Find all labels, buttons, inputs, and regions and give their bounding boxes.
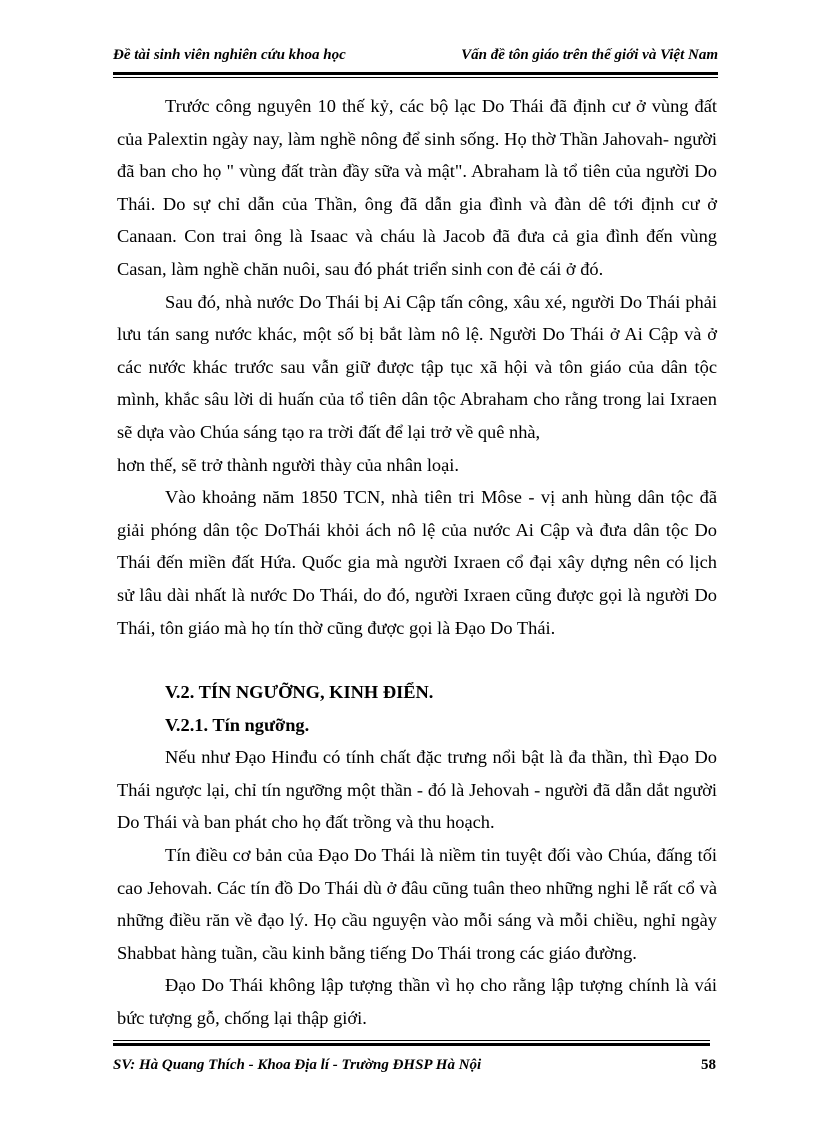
paragraph: Vào khoảng năm 1850 TCN, nhà tiên tri Môse - vị anh hùng dân tộc đã giải phóng dân tộc DoThái khỏi ách nô lệ của nước Ai Cập và đưa dân tộc Do Thái đến miền đất Hứa. Quốc gia mà người Ixraen cổ đại xây dựng nên có lịch sử lâu dài nhất là nước Do Thái, do đó, người Ixraen cũng được gọi là người Do Thái, tôn giáo mà họ tín thờ cũng được gọi là Đạo Do Thái. <box>117 487 717 638</box>
paragraph: Nếu như Đạo Hinđu có tính chất đặc trưng nổi bật là đa thần, thì Đạo Do Thái ngược lại, chỉ tín ngưỡng một thần - đó là Jehovah - người đã dẫn dắt người Do Thái và ban phát cho họ đất trồng và thu hoạch. <box>117 747 717 833</box>
footer-rule-thin <box>113 1040 710 1041</box>
paragraph: Tín điều cơ bản của Đạo Do Thái là niềm tin tuyệt đối vào Chúa, đấng tối cao Jehovah. Các tín đồ Do Thái dù ở đâu cũng tuân theo những nghi lễ rất cổ và những điều răn về đạo lý. Họ cầu nguyện vào mỗi sáng và mỗi chiều, nghỉ ngày Shabbat hàng tuần, cầu kinh bằng tiếng Do Thái trong các giáo đường. <box>117 845 717 963</box>
document-body <box>117 90 717 1035</box>
spacer <box>117 644 717 676</box>
header-rule-thin <box>113 77 718 78</box>
paragraph: Đạo Do Thái không lập tượng thần vì họ cho rằng lập tượng chính là vái bức tượng gỗ, chống lại thập giới. <box>117 975 717 1029</box>
subsection-heading: V.2.1. Tín ngưỡng. <box>165 714 310 735</box>
page-footer <box>113 1057 718 1074</box>
page-header <box>113 47 718 64</box>
header-rule-thick <box>113 72 718 75</box>
header-right-title: Vấn đề tôn giáo trên thế giới và Việt Nam <box>461 47 718 63</box>
section-heading: V.2. TÍN NGƯỠNG, KINH ĐIỂN. <box>165 682 434 703</box>
footer-rule-thick <box>113 1043 710 1046</box>
paragraph-continuation: hơn thế, sẽ trở thành người thày của nhân loại. <box>117 454 459 475</box>
header-left-title: Đề tài sinh viên nghiên cứu khoa học <box>113 47 346 63</box>
footer-author: SV: Hà Quang Thích - Khoa Địa lí - Trường ĐHSP Hà Nội <box>113 1057 482 1073</box>
page-number: 58 <box>701 1057 716 1073</box>
paragraph: Sau đó, nhà nước Do Thái bị Ai Cập tấn công, xâu xé, người Do Thái phải lưu tán sang nước khác, một số bị bắt làm nô lệ. Người Do Thái ở Ai Cập và ở các nước khác trước sau vẫn giữ được tập tục xã hội và tôn giáo của dân tộc mình, khắc sâu lời di huấn của tổ tiên dân tộc Abraham cho rằng trong lai Ixraen sẽ dựa vào Chúa sáng tạo ra trời đất để lại trở về quê nhà, <box>117 291 717 442</box>
paragraph: Trước công nguyên 10 thế kỷ, các bộ lạc Do Thái đã định cư ở vùng đất của Palextin ngày nay, làm nghề nông để sinh sống. Họ thờ Thần Jahovah- người đã ban cho họ " vùng đất tràn đầy sữa và mật". Abraham là tổ tiên của người Do Thái. Do sự chỉ dẫn của Thần, ông đã dẫn gia đình và đàn dê tới định cư ở Canaan. Con trai ông là Isaac và cháu là Jacob đã đưa cả gia đình đến vùng Casan, làm nghề chăn nuôi, sau đó phát triển sinh con đẻ cái ở đó. <box>117 96 717 279</box>
